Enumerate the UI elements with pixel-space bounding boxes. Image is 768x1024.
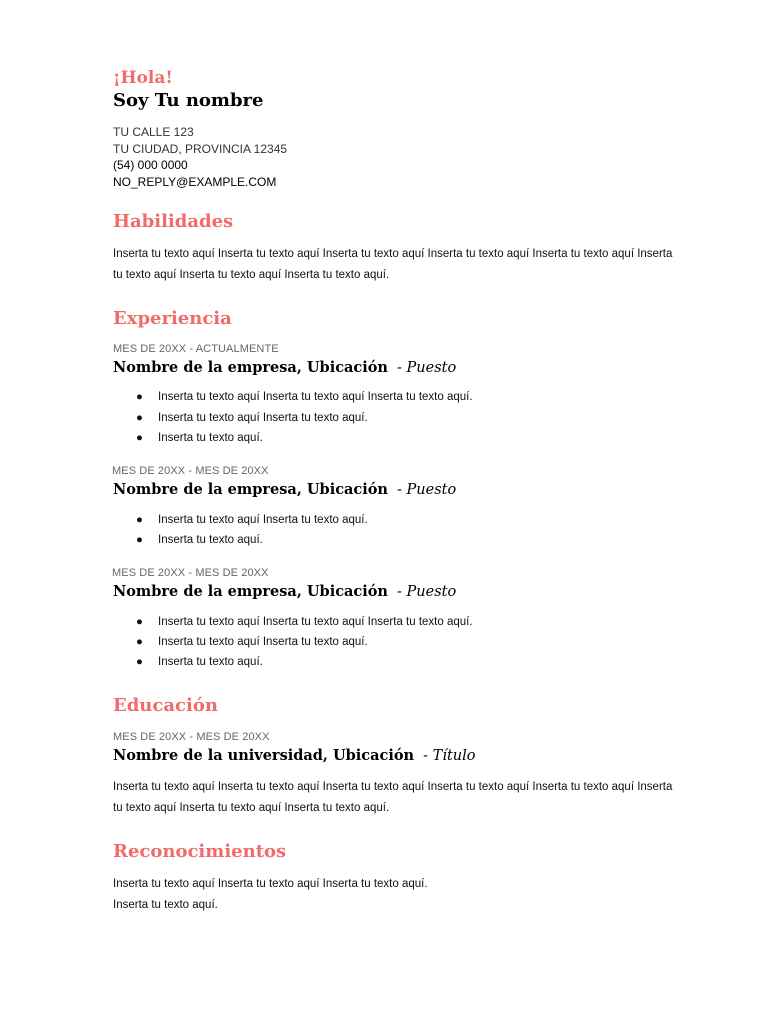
list-item: ● Inserta tu texto aquí.: [136, 534, 263, 546]
contact-street: TU CALLE 123: [113, 125, 194, 139]
contact-phone: (54) 000 0000: [113, 158, 188, 172]
bullet-icon: ●: [136, 391, 143, 403]
bullet-icon: ●: [136, 534, 143, 546]
job-dates: MES DE 20XX - ACTUALMENTE: [113, 343, 279, 355]
job-company: Nombre de la empresa, Ubicación: [113, 481, 388, 498]
awards-line-1: Inserta tu texto aquí Inserta tu texto aquí Inserta tu texto aquí.: [113, 878, 428, 890]
section-title-skills: Habilidades: [113, 211, 234, 232]
job-dates: MES DE 20XX - MES DE 20XX: [112, 465, 269, 477]
contact-city: TU CIUDAD, PROVINCIA 12345: [113, 142, 288, 156]
list-item: ● Inserta tu texto aquí Inserta tu texto aquí.: [136, 412, 368, 424]
bullet-icon: ●: [136, 412, 143, 424]
section-title-experience: Experiencia: [113, 308, 232, 329]
bullet-icon: ●: [136, 656, 143, 668]
awards-line-2: Inserta tu texto aquí.: [113, 899, 218, 911]
education-title: [113, 747, 476, 764]
greeting: ¡Hola!: [113, 68, 173, 88]
education-text: Inserta tu texto aquí Inserta tu texto aquí Inserta tu texto aquí Inserta tu texto aquí Inserta tu texto aquí Inserta tu texto aquí Inserta tu texto aquí Inserta tu texto aquí.: [113, 781, 673, 814]
job-role: - Puesto: [397, 584, 457, 600]
job-role: - Puesto: [397, 482, 457, 498]
list-item: ● Inserta tu texto aquí Inserta tu texto aquí Inserta tu texto aquí.: [136, 616, 473, 628]
contact-email: NO_REPLY@EXAMPLE.COM: [113, 175, 277, 189]
job-role: - Puesto: [397, 360, 457, 376]
bullet-icon: ●: [136, 432, 143, 444]
bullet-icon: ●: [136, 616, 143, 628]
list-item: ● Inserta tu texto aquí.: [136, 656, 263, 668]
bullet-icon: ●: [136, 636, 143, 648]
job-company: Nombre de la empresa, Ubicación: [113, 583, 388, 600]
education-degree: - Título: [423, 748, 476, 764]
education-school: Nombre de la universidad, Ubicación: [113, 747, 415, 764]
education-dates: MES DE 20XX - MES DE 20XX: [113, 731, 270, 743]
job-company: Nombre de la empresa, Ubicación: [113, 359, 388, 376]
job-title: [113, 481, 456, 498]
full-name: Soy Tu nombre: [113, 90, 264, 111]
job-title: [113, 359, 456, 376]
skills-text: Inserta tu texto aquí Inserta tu texto aquí Inserta tu texto aquí Inserta tu texto aquí Inserta tu texto aquí Inserta tu texto aquí Inserta tu texto aquí Inserta tu texto aquí.: [113, 248, 673, 281]
list-item: ● Inserta tu texto aquí.: [136, 432, 263, 444]
job-title: [113, 583, 456, 600]
list-item: ● Inserta tu texto aquí Inserta tu texto aquí.: [136, 636, 368, 648]
list-item: ● Inserta tu texto aquí Inserta tu texto aquí.: [136, 514, 368, 526]
job-dates: MES DE 20XX - MES DE 20XX: [112, 567, 269, 579]
section-title-awards: Reconocimientos: [113, 841, 287, 862]
section-title-education: Educación: [113, 695, 218, 716]
bullet-icon: ●: [136, 514, 143, 526]
list-item: ● Inserta tu texto aquí Inserta tu texto aquí Inserta tu texto aquí.: [136, 391, 473, 403]
